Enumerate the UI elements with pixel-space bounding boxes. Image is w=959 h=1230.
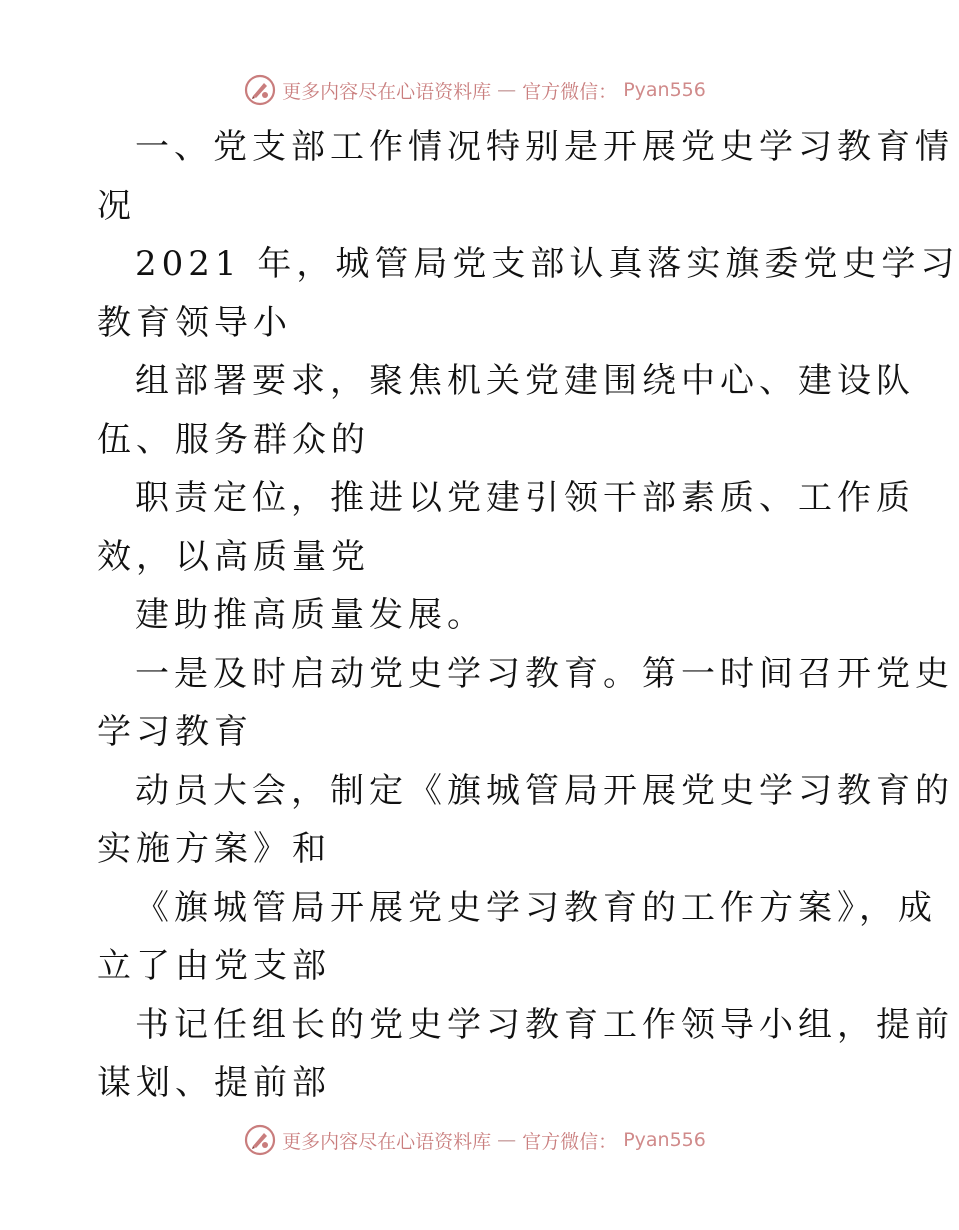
watermark-label: 官方微信： bbox=[522, 1130, 618, 1153]
footer-watermark bbox=[0, 1120, 950, 1160]
text-line: 伍、服务群众的 bbox=[97, 419, 370, 460]
text-line: 书记任组长的党史学习教育工作领导小组，提前 bbox=[135, 1004, 954, 1045]
watermark-label: 官方微信： bbox=[522, 80, 618, 103]
watermark-dash: — bbox=[497, 1129, 517, 1151]
text-line: 动员大会，制定《旗城管局开展党史学习教育的 bbox=[135, 770, 954, 811]
text-line: 效，以高质量党 bbox=[97, 536, 370, 577]
text-line: 建助推高质量发展。 bbox=[135, 595, 486, 635]
watermark-main-text: 更多内容尽在心语资料库 bbox=[282, 80, 492, 103]
text-line: 组部署要求，聚焦机关党建围绕中心、建设队 bbox=[135, 361, 915, 401]
text-line: 谋划、提前部 bbox=[97, 1063, 331, 1103]
header-watermark bbox=[0, 70, 950, 110]
text-line: 一是及时启动党史学习教育。第一时间召开党史 bbox=[135, 653, 954, 694]
text-line: 2021 年，城管局党支部认真落实旗委党史学习 bbox=[135, 244, 959, 284]
watermark-id: Pyan556 bbox=[623, 1129, 706, 1151]
text-line: 《旗城管局开展党史学习教育的工作方案》，成 bbox=[135, 887, 937, 928]
document-body bbox=[97, 118, 959, 1113]
pen-seal-icon bbox=[244, 1124, 276, 1156]
text-line: 况 bbox=[97, 185, 136, 226]
watermark-main-text: 更多内容尽在心语资料库 bbox=[282, 1130, 492, 1153]
text-line: 职责定位，推进以党建引领干部素质、工作质 bbox=[135, 478, 915, 518]
watermark-dash: — bbox=[497, 79, 517, 101]
watermark-id: Pyan556 bbox=[623, 79, 706, 101]
text-line: 教育领导小 bbox=[97, 302, 292, 343]
pen-seal-icon bbox=[244, 74, 276, 106]
text-line: 实施方案》和 bbox=[97, 829, 331, 869]
text-line: 学习教育 bbox=[97, 712, 253, 752]
text-line: 一、党支部工作情况特别是开展党史学习教育情 bbox=[135, 127, 954, 167]
text-line: 立了由党支部 bbox=[97, 946, 331, 986]
